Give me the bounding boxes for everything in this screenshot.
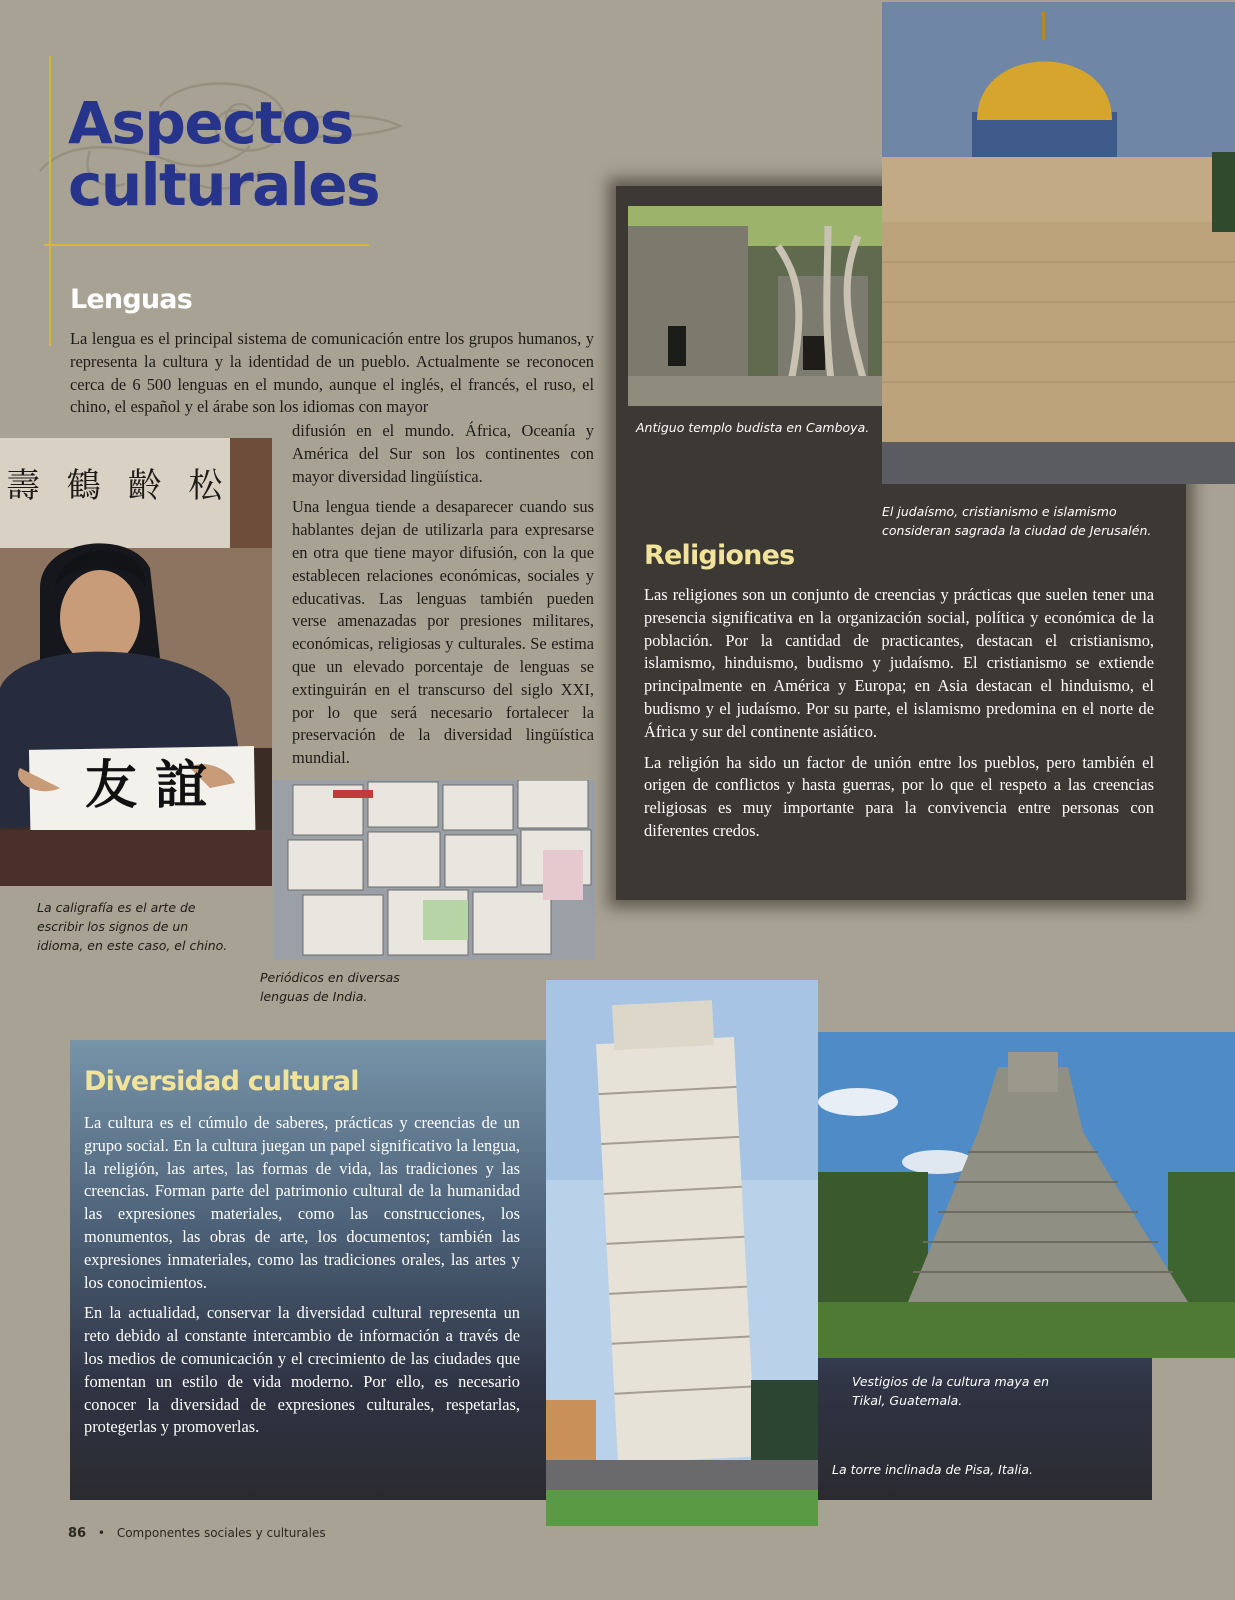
- calligraphy-caption: La caligrafía es el arte de escribir los signos de un idioma, en este caso, el chino.: [37, 900, 228, 953]
- lenguas-paragraph-1-top: La lengua es el principal sistema de comunicación entre los grupos humanos, y representa la cultura y la identidad de un pueblo. Actualmente se reconocen cerca de 6 500 lenguas en el mundo, aunque el inglés, el francés, el ruso, el chino, el español y el árabe son los idiomas con mayor: [70, 329, 594, 417]
- footer-separator: •: [97, 1526, 105, 1540]
- title-horizontal-rule: [44, 244, 369, 246]
- temple-caption: Antiguo templo budista en Camboya.: [636, 420, 870, 435]
- page-title: [68, 89, 380, 219]
- newspapers-photo: [273, 780, 595, 960]
- lenguas-text-top: [70, 328, 594, 419]
- calligraphy-brush-chars: 友 誼: [85, 756, 208, 816]
- religiones-paragraph-1: Las religiones son un conjunto de creencias y prácticas que suelen tener una presencia significativa en la organización social, política y económica de la población. Por la cantidad de practicantes, destacan el cristianismo, islamismo, hinduismo, budismo y judaísmo. El cristianismo se extiende principalmente en América y Europa; en Asia destacan el hinduismo, el budismo y el judaísmo. Por su parte, el islamismo predomina en el norte de África y sur del continente asiático.: [644, 585, 1154, 741]
- jerusalem-caption: El judaísmo, cristianismo e islamismo consideran sagrada la ciudad de Jerusalén.: [882, 504, 1152, 538]
- lenguas-paragraph-2: Una lengua tiende a desaparecer cuando sus hablantes dejan de utilizarla para expresarse en otra que tiene mayor difusión, con la que establecen relaciones económicas, sociales y educativas. Las lenguas también pueden verse amenazadas por presiones militares, económicas, religiosas y culturales. Se estima que un elevado porcentaje de lenguas se extinguirán en el transcurso del siglo XXI, por lo que será necesario fortalecer la preservación de la diversidad lingüística mundial.: [292, 497, 594, 768]
- newspapers-caption: Periódicos en diversas lenguas de India.: [260, 970, 400, 1004]
- diversidad-paragraph-2: En la actualidad, conservar la diversidad cultural representa un reto debido al constante intercambio de información a través de los medios de comunicación y el crecimiento de las ciudades que fomentan un estilo de vida moderno. Por ello, es necesario conocer la diversidad de expresiones culturales, respetarlas, protegerlas y promoverlas.: [84, 1303, 520, 1437]
- lenguas-heading: Lenguas: [70, 284, 192, 315]
- religiones-heading: Religiones: [644, 540, 795, 571]
- footer-section: Componentes sociales y culturales: [116, 1526, 326, 1540]
- lenguas-text-column: [292, 420, 594, 778]
- diversidad-paragraph-1: La cultura es el cúmulo de saberes, prácticas y creencias de un grupo social. En la cultura juegan un papel significativo la lengua, la religión, las artes, las formas de vida, las tradiciones y las creencias. Forman parte del patrimonio cultural de la humanidad las expresiones materiales, como las construcciones, los monumentos, las obras de arte, los documentos; también las expresiones inmateriales, como las tradiciones orales, las artes y los conocimientos.: [84, 1113, 520, 1292]
- tikal-photo: [818, 1032, 1235, 1358]
- lenguas-paragraph-1-rest: difusión en el mundo. África, Oceanía y América del Sur son los continentes con mayor diversidad lingüística.: [292, 421, 594, 486]
- calligraphy-wall-chars: 壽 鶴 齡 松: [6, 466, 231, 506]
- religiones-text: [644, 584, 1154, 851]
- temple-photo: [628, 206, 882, 406]
- pisa-photo: [546, 980, 818, 1526]
- diversidad-text: [84, 1112, 520, 1447]
- title-line-1: Aspectos: [68, 89, 353, 157]
- pisa-caption: La torre inclinada de Pisa, Italia.: [832, 1462, 1034, 1477]
- page-number: 86: [68, 1526, 87, 1541]
- jerusalem-photo: [882, 2, 1235, 484]
- tikal-caption: Vestigios de la cultura maya en Tikal, Guatemala.: [852, 1374, 1049, 1408]
- diversidad-heading: Diversidad cultural: [84, 1066, 359, 1097]
- calligraphy-photo: [0, 438, 272, 886]
- religiones-paragraph-2: La religión ha sido un factor de unión entre los pueblos, pero también el origen de conflictos y hasta guerras, por lo que el respeto a las creencias religiosas es muy importante para la convivencia entre personas con diferentes credos.: [644, 752, 1154, 840]
- title-vertical-rule: [49, 56, 51, 346]
- title-line-2: culturales: [68, 151, 380, 219]
- page-footer: [68, 1526, 326, 1541]
